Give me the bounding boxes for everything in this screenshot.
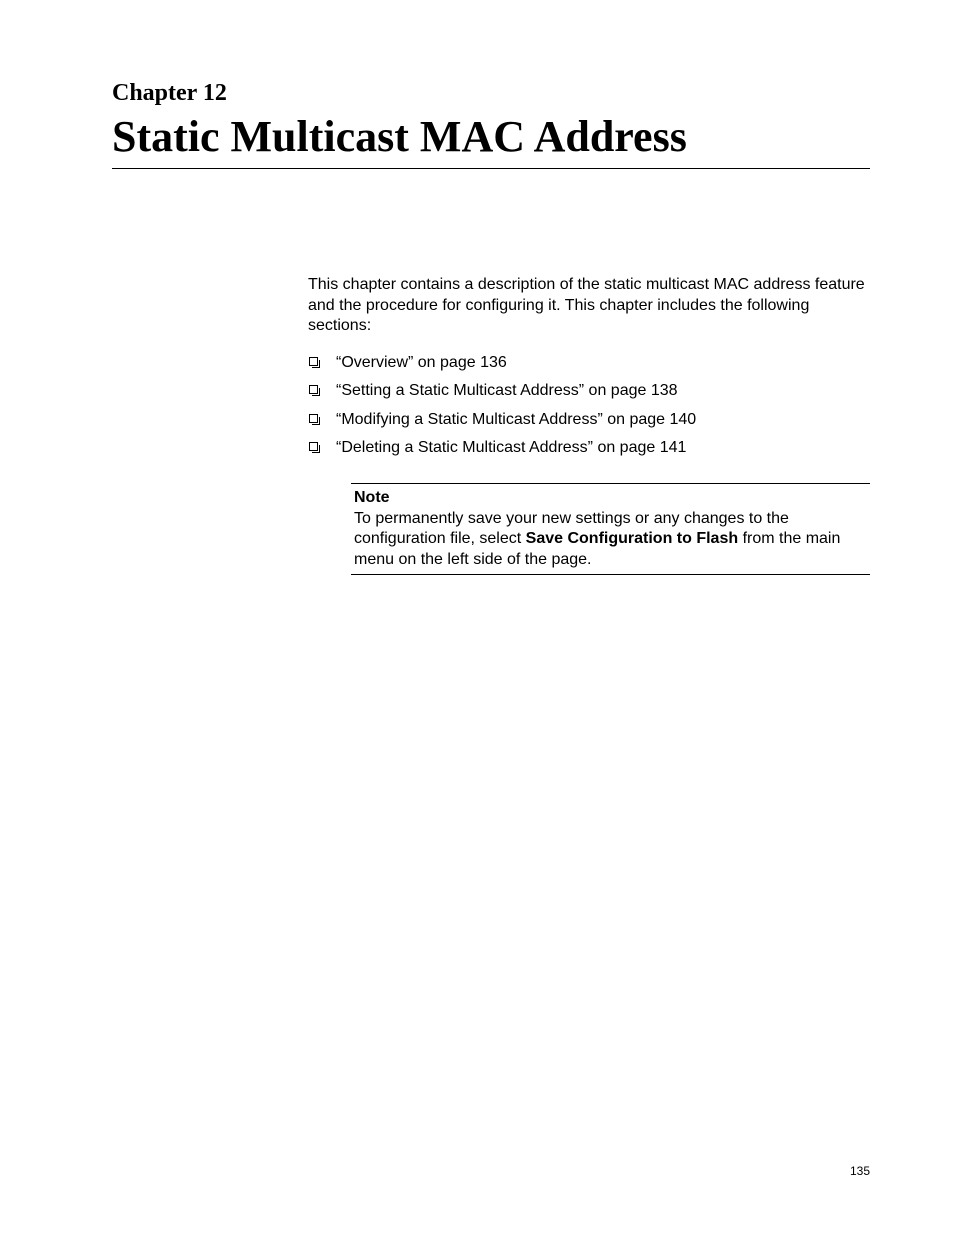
section-link-overview[interactable]: “Overview” on page 136 [336,354,507,371]
note-box [351,483,870,575]
intro-paragraph: This chapter contains a description of the static multicast MAC address feature and the procedure for configuring it. This chapter includes the following sections: [308,276,865,334]
section-link-deleting[interactable]: “Deleting a Static Multicast Address” on page 141 [336,438,687,456]
checkbox-square-icon [309,357,318,366]
note-bold-text: Save Configuration to Flash [525,530,739,547]
checkbox-square-icon [309,385,318,394]
title-divider [112,168,870,169]
chapter-title: Static Multicast MAC Address [112,112,687,161]
chapter-label: Chapter 12 [112,80,227,106]
section-list-item[interactable] [308,380,870,408]
note-text-before: To permanently save your new settings or any changes to the configuration file, select [354,509,789,547]
note-body [354,509,870,571]
checkbox-square-icon [309,414,318,423]
section-list-item[interactable] [308,437,870,465]
section-link-setting[interactable]: “Setting a Static Multicast Address” on page 138 [336,382,678,400]
section-link-modifying[interactable]: “Modifying a Static Multicast Address” on page 140 [336,410,697,428]
note-heading: Note [354,489,390,506]
checkbox-square-icon [309,442,318,451]
section-list [308,352,870,465]
note-text-after: from the main menu on the left side of the page. [354,530,841,568]
page-number: 135 [849,1164,870,1178]
section-list-item[interactable] [308,409,870,437]
section-list-item[interactable] [308,352,870,380]
